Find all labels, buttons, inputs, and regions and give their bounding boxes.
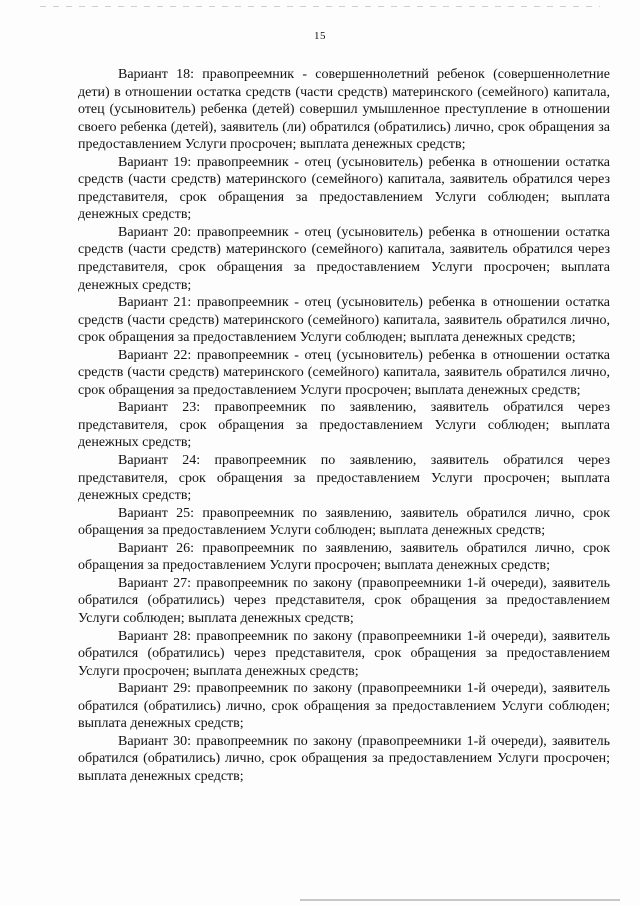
variant-22-paragraph: Вариант 22: правопреемник - отец (усыновитель) ребенка в отношении остатка средств (части средств) материнского (семейного) капитала, заявитель обратился лично, срок обращения за предоставлением Услуги просрочен; выплата денежных средств; — [78, 347, 610, 398]
variant-21-paragraph: Вариант 21: правопреемник - отец (усыновитель) ребенка в отношении остатка средств (части средств) материнского (семейного) капитала, заявитель обратился лично, срок обращения за предоставлением Услуги соблюден; выплата денежных средств; — [78, 295, 610, 346]
variant-26-paragraph: Вариант 26: правопреемник по заявлению, заявитель обратился лично, срок обращения за предоставлением Услуги просрочен; выплата денежных средств; — [78, 540, 610, 574]
document-body — [78, 66, 610, 785]
variant-20-paragraph: Вариант 20: правопреемник - отец (усыновитель) ребенка в отношении остатка средств (части средств) материнского (семейного) капитала, заявитель обратился через представителя, срок обращения за предоставлением Услуги просрочен; выплата денежных средств; — [78, 224, 610, 293]
variant-25-paragraph: Вариант 25: правопреемник по заявлению, заявитель обратился лично, срок обращения за предоставлением Услуги соблюден; выплата денежных средств; — [78, 505, 610, 539]
variant-30-paragraph: Вариант 30: правопреемник по закону (правопреемники 1-й очереди), заявитель обратился (обратились) лично, срок обращения за предоставлением Услуги просрочен; выплата денежных средств; — [78, 733, 610, 784]
page-number: 15 — [314, 30, 326, 42]
variant-19-paragraph: Вариант 19: правопреемник - отец (усыновитель) ребенка в отношении остатка средств (части средств) материнского (семейного) капитала, заявитель обратился через представителя, срок обращения за предоставлением Услуги соблюден; выплата денежных средств; — [78, 154, 610, 223]
variant-18-paragraph: Вариант 18: правопреемник - совершеннолетний ребенок (совершеннолетние дети) в отношении остатка средств (части средств) материнского (семейного) капитала, отец (усыновитель) ребенка (детей) совершил умышленное преступление в отношении своего ребенка (детей), заявитель (ли) обратился (обратились) лично, срок обращения за предоставлением Услуги просрочен; выплата денежных средств; — [78, 67, 610, 153]
variant-29-paragraph: Вариант 29: правопреемник по закону (правопреемники 1-й очереди), заявитель обратился (обратились) лично, срок обращения за предоставлением Услуги соблюден; выплата денежных средств; — [78, 681, 610, 732]
variant-28-paragraph: Вариант 28: правопреемник по закону (правопреемники 1-й очереди), заявитель обратился (обратились) через представителя, срок обращения за предоставлением Услуги просрочен; выплата денежных средств; — [78, 628, 610, 679]
variant-27-paragraph: Вариант 27: правопреемник по закону (правопреемники 1-й очереди), заявитель обратился (обратились) через представителя, срок обращения за предоставлением Услуги соблюден; выплата денежных средств; — [78, 575, 610, 626]
scan-edge-bottom — [300, 899, 620, 901]
scan-edge-top — [40, 6, 600, 7]
variant-23-paragraph: Вариант 23: правопреемник по заявлению, заявитель обратился через представителя, срок обращения за предоставлением Услуги соблюден; выплата денежных средств; — [78, 400, 610, 451]
variant-24-paragraph: Вариант 24: правопреемник по заявлению, заявитель обратился через представителя, срок обращения за предоставлением Услуги просрочен; выплата денежных средств; — [78, 453, 610, 504]
